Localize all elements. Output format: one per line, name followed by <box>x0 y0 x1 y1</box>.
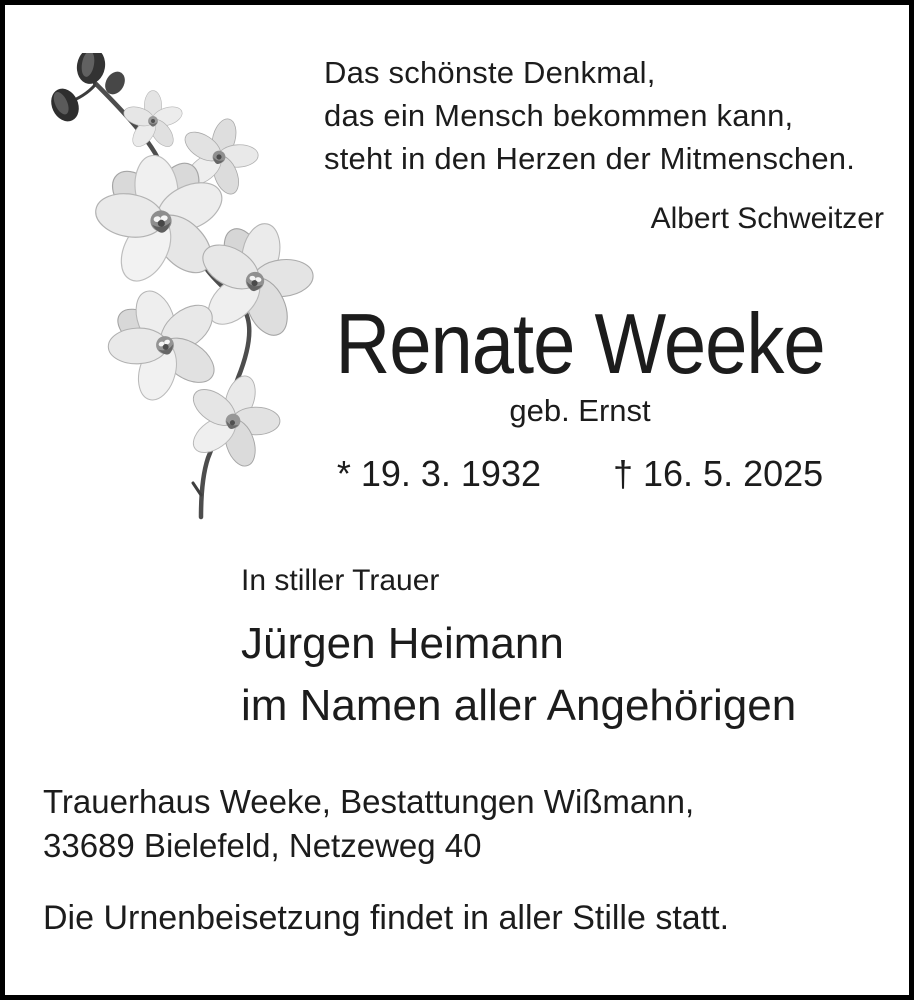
orchid-flower <box>121 91 184 151</box>
orchid-photo <box>43 53 315 523</box>
death-date: † 16. 5. 2025 <box>612 453 824 494</box>
closing-note: Die Urnenbeisetzung findet in aller Stille statt. <box>43 899 730 937</box>
orchid-stem-tip <box>193 483 201 495</box>
quote-attribution: Albert Schweitzer <box>650 202 884 235</box>
mourner-name: Jürgen Heimann <box>241 619 564 668</box>
address-line: 33689 Bielefeld, Netzeweg 40 <box>43 827 482 864</box>
mourning-intro: In stiller Trauer <box>241 564 440 597</box>
funeral-home-address <box>43 780 694 868</box>
address-line: Trauerhaus Weeke, Bestattungen Wißmann, <box>43 783 695 820</box>
deceased-name: Renate Weeke <box>335 296 825 393</box>
quote-line: Das schönste Denkmal, <box>324 55 656 90</box>
quote-line: steht in den Herzen der Mitmenschen. <box>324 141 856 176</box>
mourner-on-behalf: im Namen aller Angehörigen <box>241 681 797 730</box>
maiden-name: geb. Ernst <box>509 393 651 428</box>
memorial-quote <box>324 51 899 180</box>
mourners-block <box>241 613 796 737</box>
birth-date: * 19. 3. 1932 <box>336 453 541 494</box>
quote-line: das ein Mensch bekommen kann, <box>324 98 794 133</box>
life-dates <box>250 454 910 494</box>
orchid-buds <box>46 53 129 126</box>
